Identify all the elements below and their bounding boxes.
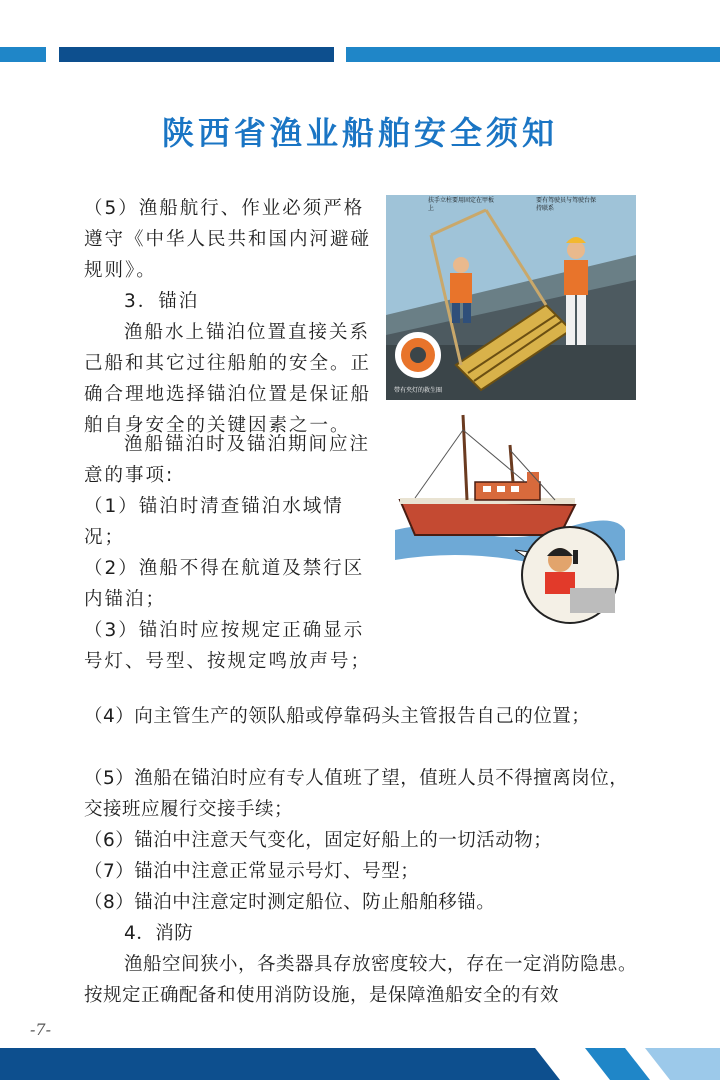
boat-illustration: [395, 410, 625, 625]
header-bar-right: [346, 47, 720, 62]
list-item-6: （6）锚泊中注意天气变化，固定好船上的一切活动物；: [84, 830, 553, 851]
illustration-caption-left: 扶手立柱要用固定在甲板上: [428, 197, 495, 212]
section-heading-anchoring: 3．锚泊: [124, 291, 200, 312]
page-title: 陕西省渔业船舶安全须知: [161, 114, 558, 152]
footer-bar: [0, 1048, 720, 1080]
list-item-7: （7）锚泊中注意正常显示号灯、号型；: [84, 861, 420, 882]
header-bar-middle: [59, 47, 334, 62]
gangway-illustration: [386, 195, 636, 400]
paragraph-fire-intro: 渔船空间狭小，各类器具存放密度较大，存在一定消防隐患。按规定正确配备和使用消防设施，是保障渔船安全的有效: [84, 954, 638, 1006]
list-item-5: （5）渔船在锚泊时应有专人值班了望，值班人员不得擅离岗位，交接班应履行交接手续；: [84, 768, 629, 820]
page-number: -7-: [30, 1020, 51, 1039]
header-bar-left: [0, 47, 46, 62]
list-item-4: （4）向主管生产的领队船或停靠码头主管报告自己的位置；: [84, 706, 591, 727]
list-item-8: （8）锚泊中注意定时测定船位、防止船舶移锚。: [84, 892, 496, 913]
paragraph-anchoring-intro: 渔船水上锚泊位置直接关系己船和其它过往船舶的安全。正确合理地选择锚泊位置是保证船舶自身安全的关键因素之一。: [84, 322, 372, 436]
illustration-caption-bottom: 带有夹灯的救生圈: [394, 387, 443, 394]
list-item-2: （2）渔船不得在航道及禁行区内锚泊；: [84, 558, 365, 610]
paragraph-anchoring-notes: 渔船锚泊时及锚泊期间应注意的事项:: [84, 434, 371, 486]
paragraph-navigation-rule: （5）渔船航行、作业必须严格遵守《中华人民共和国内河避碰规则》。: [84, 198, 372, 281]
list-item-3: （3）锚泊时应按规定正确显示号灯、号型、按规定鸣放声号；: [84, 620, 372, 672]
illustration-caption-right: 要有驾驶员与驾驶台保持联系: [536, 197, 597, 212]
list-item-1: （1）锚泊时清查锚泊水域情况；: [84, 496, 344, 548]
section-heading-fire: 4．消防: [124, 923, 194, 944]
